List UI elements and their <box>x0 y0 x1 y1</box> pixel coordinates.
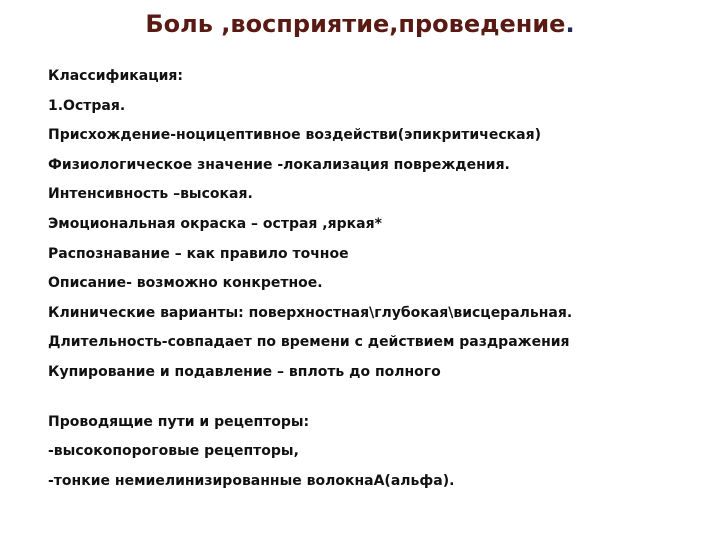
fibers-line: -тонкие немиелинизированные волокнаA(альфа). <box>48 472 455 489</box>
classification-heading: Классификация: <box>48 68 183 84</box>
duration-line: Длительность-совпадает по времени с действием раздражения <box>48 334 570 351</box>
classification-acute: 1.Острая. <box>48 97 126 114</box>
pathways-heading: Проводящие пути и рецепторы: <box>48 413 310 430</box>
intensity-line: Интенсивность –высокая. <box>48 186 253 203</box>
physiological-meaning-line: Физиологическое значение -локализация повреждения. <box>48 156 510 173</box>
section-spacer <box>48 388 708 408</box>
recognition-line: Распознавание – как правило точное <box>48 245 349 262</box>
slide-body <box>48 62 708 496</box>
slide-title-text: Боль ,восприятие,проведение <box>145 10 566 38</box>
clinical-variants-line: Клинические варианты: поверхностная\глубокая\висцеральная. <box>48 304 573 321</box>
slide-title <box>0 10 720 38</box>
suppression-line: Купирование и подавление – вплоть до полного <box>48 363 441 380</box>
slide-title-dot: . <box>565 10 575 38</box>
origin-line: Присхождение-ноцицептивное воздействи(эпикритическая) <box>48 127 541 144</box>
emotional-coloring-line: Эмоциональная окраска – острая ,яркая* <box>48 215 382 232</box>
receptors-line: -высокопороговые рецепторы, <box>48 443 299 460</box>
description-line: Описание- возможно конкретное. <box>48 275 323 292</box>
